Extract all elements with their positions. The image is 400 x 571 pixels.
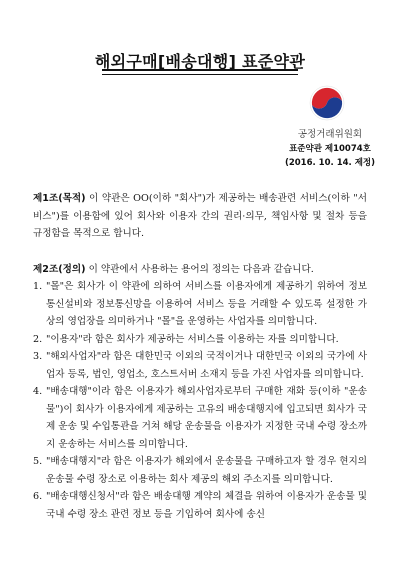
article-heading: 제2조(정의) xyxy=(33,263,86,275)
list-item xyxy=(33,331,367,349)
enactment-date: (2016. 10. 14. 제정) xyxy=(284,158,376,168)
document-title: 해외구매[배송대행] 표준약관 xyxy=(94,52,306,71)
item-text: "몰"은 회사가 이 약관에 의하여 서비스를 이용자에게 제공하기 위하여 정보통신설비와 정보통신망을 이용하여 서비스 등을 거래할 수 있도록 설정한 가상의 영업장을 의미하거나 "몰"을 운영하는 사업자를 의미합니다. xyxy=(46,281,367,327)
document-body xyxy=(33,190,367,541)
list-item xyxy=(33,278,367,331)
item-text: "배송대행신청서"라 함은 배송대행 계약의 체결을 위하여 이용자가 운송물 및 국내 수령 장소 관련 정보 등을 기입하여 회사에 송신 xyxy=(46,491,367,520)
item-number: 5. xyxy=(33,456,43,467)
list-item xyxy=(33,348,367,383)
article-1 xyxy=(33,190,367,243)
item-number: 3. xyxy=(33,351,43,362)
item-number: 2. xyxy=(33,333,43,345)
list-item xyxy=(33,383,367,453)
agency-name: 공정거래위원회 xyxy=(297,129,363,140)
article-text: 이 약관은 OO(이하 "회사")가 제공하는 배송관련 서비스(이하 "서비스")를 이용함에 있어 회사와 이용자 간의 권리·의무, 책임사항 및 절차 등을 규정함을 목적으로 합니다. xyxy=(33,193,367,239)
definition-list xyxy=(33,278,367,523)
item-text: "배송대행"이라 함은 이용자가 해외사업자로부터 구매한 재화 등(이하 "운송물")이 회사가 이용자에게 제공하는 고유의 배송대행지에 입고되면 회사가 국제 운송 및 수입통관을 거쳐 해당 운송물을 이용자가 지정한 국내 수령 장소까지 운송하는 서비스를 의미합니다. xyxy=(46,386,367,450)
standard-number: 표준약관 제10074호 xyxy=(289,144,371,154)
list-item xyxy=(33,453,367,488)
article-text: 이 약관에서 사용하는 용어의 정의는 다음과 같습니다. xyxy=(88,263,314,275)
item-text: "배송대행지"라 함은 이용자가 해외에서 운송물을 구매하고자 할 경우 현지의 운송물 수령 장소로 이용하는 회사 제공의 해외 주소지를 의미합니다. xyxy=(46,456,367,485)
item-text: "이용자"라 함은 회사가 제공하는 서비스를 이용하는 자를 의미합니다. xyxy=(46,333,339,345)
item-text: "해외사업자"라 함은 대한민국 이외의 국적이거나 대한민국 이외의 국가에 사업자 등록, 법인, 영업소, 호스트서버 소재지 등을 가진 사업자를 의미합니다. xyxy=(46,351,367,380)
title-underline xyxy=(102,69,298,75)
government-emblem-icon xyxy=(309,85,345,121)
article-heading: 제1조(목적) xyxy=(33,193,86,204)
item-number: 4. xyxy=(33,386,43,397)
item-number: 1. xyxy=(33,281,43,292)
article-2 xyxy=(33,261,367,524)
list-item xyxy=(33,488,367,523)
item-number: 6. xyxy=(33,491,43,502)
